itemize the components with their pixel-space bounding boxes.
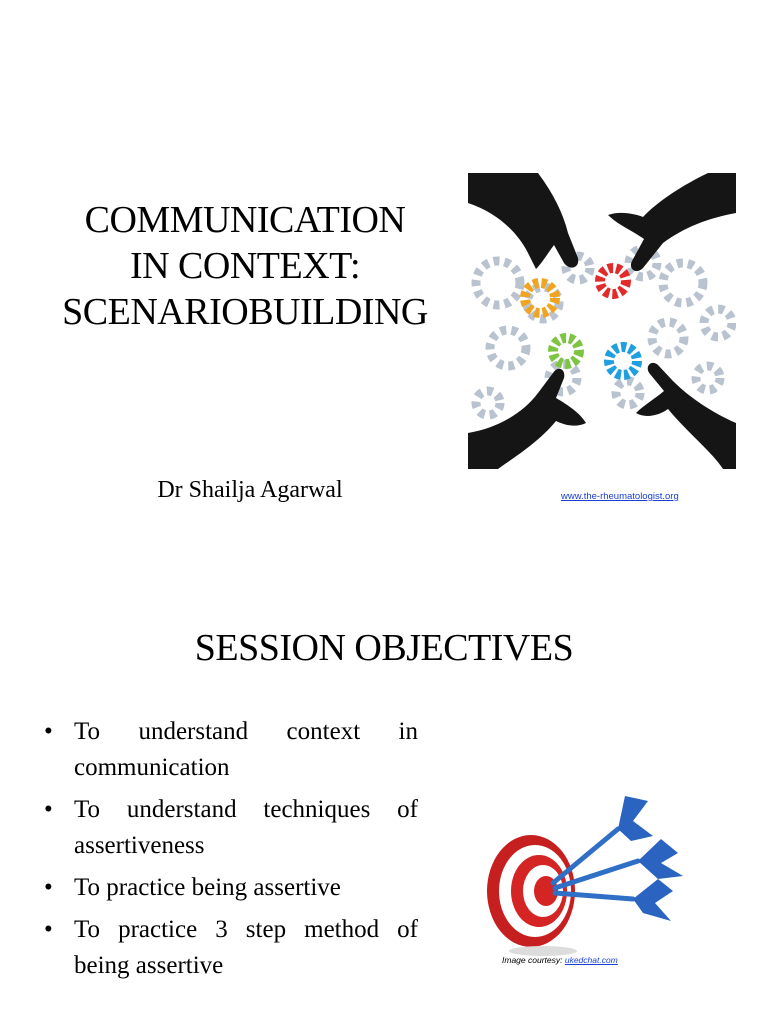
list-item-text: To understand context in communication	[74, 718, 418, 781]
hands-holding-gears-image	[468, 173, 736, 469]
image-credit-link[interactable]: ukedchat.com	[564, 955, 618, 965]
slide-title	[20, 197, 470, 335]
title-line: COMMUNICATION	[84, 199, 406, 241]
list-item-text: To practice 3 step method of being assertive	[74, 916, 418, 979]
bullet-icon: •	[44, 718, 53, 745]
bullet-icon: •	[44, 796, 53, 823]
slide-2	[0, 586, 768, 1024]
author-name: Dr Shailja Agarwal	[157, 477, 343, 503]
title-line: IN CONTEXT:	[129, 245, 361, 287]
list-item	[40, 714, 418, 786]
list-item	[40, 870, 418, 906]
title-line: SCENARIOBUILDING	[62, 291, 428, 333]
bullet-icon: •	[44, 874, 53, 901]
target-with-darts-image	[483, 791, 693, 961]
list-item-text: To understand techniques of assertiveness	[74, 796, 418, 859]
image-credit-link[interactable]: www.the-rheumatologist.org	[561, 491, 679, 502]
list-item-text: To practice being assertive	[74, 874, 341, 901]
list-item	[40, 792, 418, 864]
list-item	[40, 912, 418, 984]
credit-prefix: Image courtesy:	[502, 955, 565, 965]
objectives-list	[40, 714, 418, 990]
bullet-icon: •	[44, 916, 53, 943]
slide-title: SESSION OBJECTIVES	[194, 627, 574, 669]
image-credit	[502, 955, 618, 965]
